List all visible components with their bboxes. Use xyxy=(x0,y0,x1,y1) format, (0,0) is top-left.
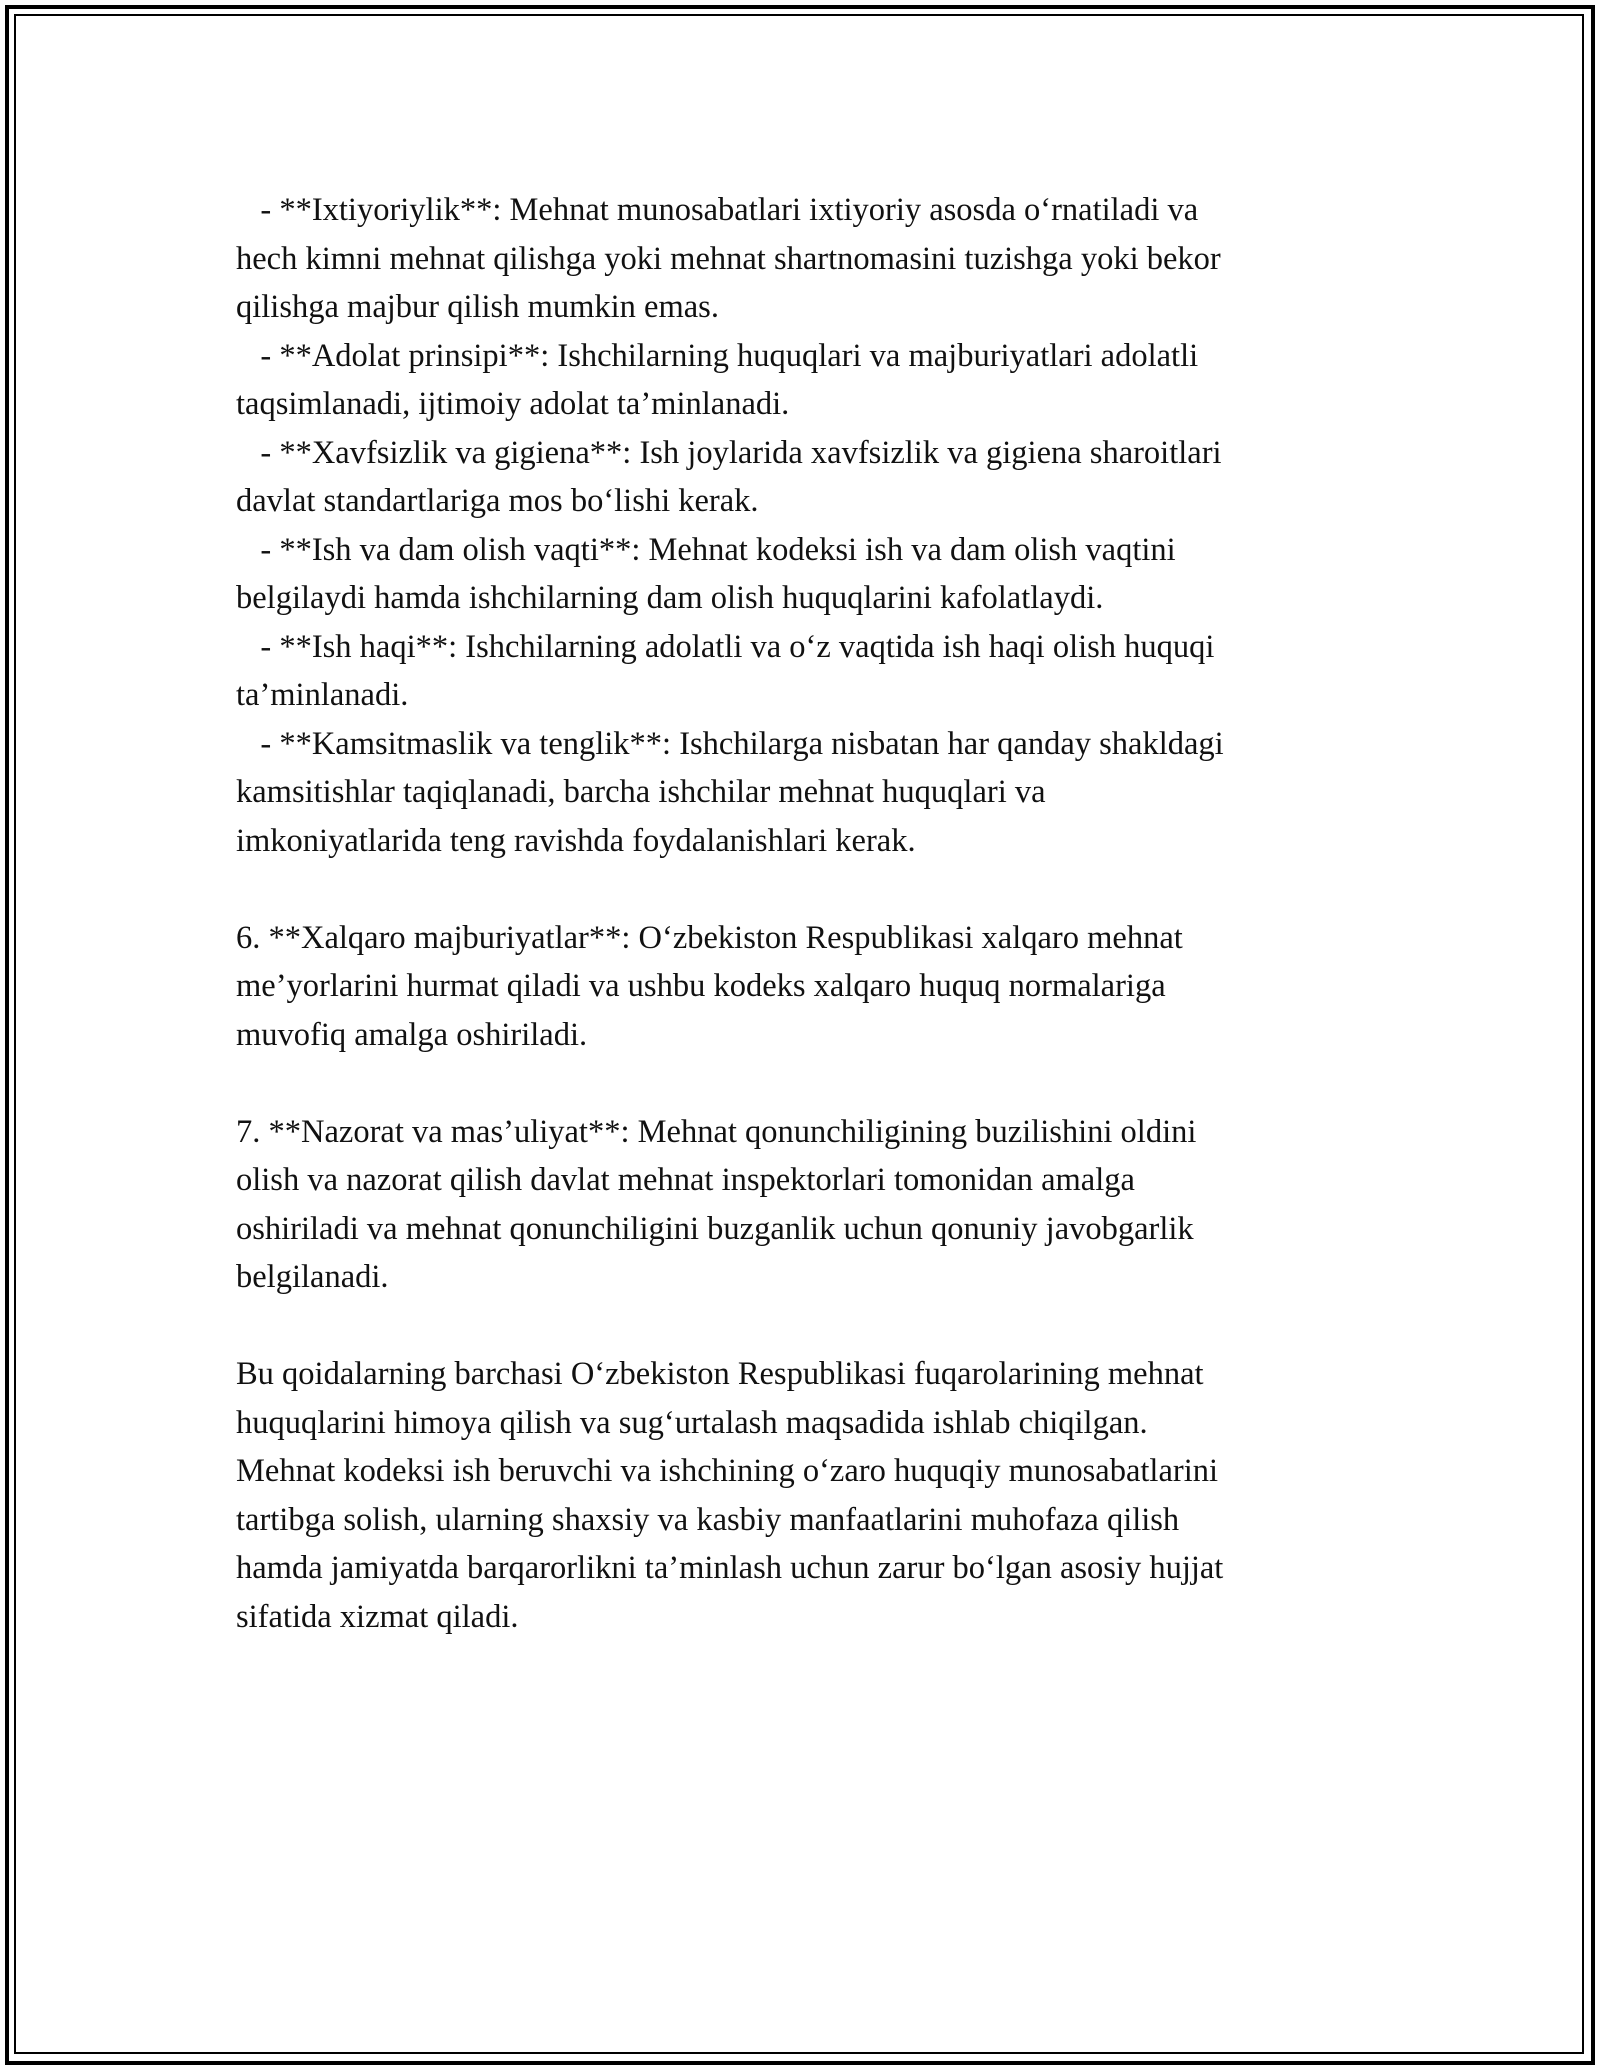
list-item-ixtiyoriylik xyxy=(236,186,1376,332)
section-xalqaro-majburiyatlar xyxy=(236,914,1376,1060)
conclusion-paragraph xyxy=(236,1350,1376,1641)
text-line: ta’minlanadi. xyxy=(236,677,409,713)
text-line: huquqlarini himoya qilish va sug‘urtalash maqsadida ishlab chiqilgan. xyxy=(236,1404,1148,1441)
text-line: olish va nazorat qilish davlat mehnat inspektorlari tomonidan amalga xyxy=(236,1162,1135,1198)
text-line: hamda jamiyatda barqarorlikni ta’minlash uchun zarur bo‘lgan asosiy hujjat xyxy=(236,1550,1224,1586)
text-line: imkoniyatlarida teng ravishda foydalanishlari kerak. xyxy=(236,822,916,859)
text-line: belgilaydi hamda ishchilarning dam olish huquqlarini kafolatlaydi. xyxy=(236,580,1104,616)
text-line: qilishga majbur qilish mumkin emas. xyxy=(236,289,719,325)
paragraph-spacer xyxy=(236,1059,1376,1108)
text-line: - **Xavfsizlik va gigiena**: Ish joylarida xavfsizlik va gigiena sharoitlari xyxy=(236,434,1222,471)
text-line: davlat standartlariga mos bo‘lishi kerak. xyxy=(236,483,759,519)
text-line: taqsimlanadi, ijtimoiy adolat ta’minlanadi. xyxy=(236,386,790,422)
text-line: hech kimni mehnat qilishga yoki mehnat shartnomasini tuzishga yoki bekor xyxy=(236,240,1221,277)
paragraph-spacer xyxy=(236,1302,1376,1351)
document-body xyxy=(236,186,1376,1641)
list-item-ish-vaqti xyxy=(236,526,1376,623)
section-nazorat-masuliyat xyxy=(236,1108,1376,1302)
list-item-ish-haqi xyxy=(236,623,1376,720)
text-line: kamsitishlar taqiqlanadi, barcha ishchilar mehnat huquqlari va xyxy=(236,774,1046,810)
text-line: - **Kamsitmaslik va tenglik**: Ishchilarga nisbatan har qanday shakldagi xyxy=(236,725,1224,762)
text-line: Bu qoidalarning barchasi O‘zbekiston Respublikasi fuqarolarining mehnat xyxy=(236,1356,1204,1392)
text-line: - **Ish haqi**: Ishchilarning adolatli va o‘z vaqtida ish haqi olish huquqi xyxy=(236,628,1215,665)
text-line: Mehnat kodeksi ish beruvchi va ishchining o‘zaro huquqiy munosabatlarini xyxy=(236,1453,1219,1489)
text-line: - **Adolat prinsipi**: Ishchilarning huquqlari va majburiyatlari adolatli xyxy=(236,337,1199,374)
text-line: sifatida xizmat qiladi. xyxy=(236,1598,519,1635)
list-item-xavfsizlik xyxy=(236,429,1376,526)
text-line: 6. **Xalqaro majburiyatlar**: O‘zbekiston Respublikasi xalqaro mehnat xyxy=(236,919,1183,956)
text-line: tartibga solish, ularning shaxsiy va kasbiy manfaatlarini muhofaza qilish xyxy=(236,1501,1180,1538)
text-line: - **Ixtiyoriylik**: Mehnat munosabatlari ixtiyoriy asosda o‘rnatiladi va xyxy=(236,192,1199,228)
list-item-adolat-prinsipi xyxy=(236,332,1376,429)
text-line: oshiriladi va mehnat qonunchiligini buzganlik uchun qonuniy javobgarlik xyxy=(236,1210,1194,1247)
text-line: - **Ish va dam olish vaqti**: Mehnat kodeksi ish va dam olish vaqtini xyxy=(236,531,1176,568)
text-line: 7. **Nazorat va mas’uliyat**: Mehnat qonunchiligining buzilishini oldini xyxy=(236,1113,1197,1150)
paragraph-spacer xyxy=(236,865,1376,914)
list-item-kamsitmaslik xyxy=(236,720,1376,866)
text-line: me’yorlarini hurmat qiladi va ushbu kodeks xalqaro huquq normalariga xyxy=(236,968,1166,1004)
text-line: belgilanadi. xyxy=(236,1259,389,1295)
text-line: muvofiq amalga oshiriladi. xyxy=(236,1016,588,1053)
